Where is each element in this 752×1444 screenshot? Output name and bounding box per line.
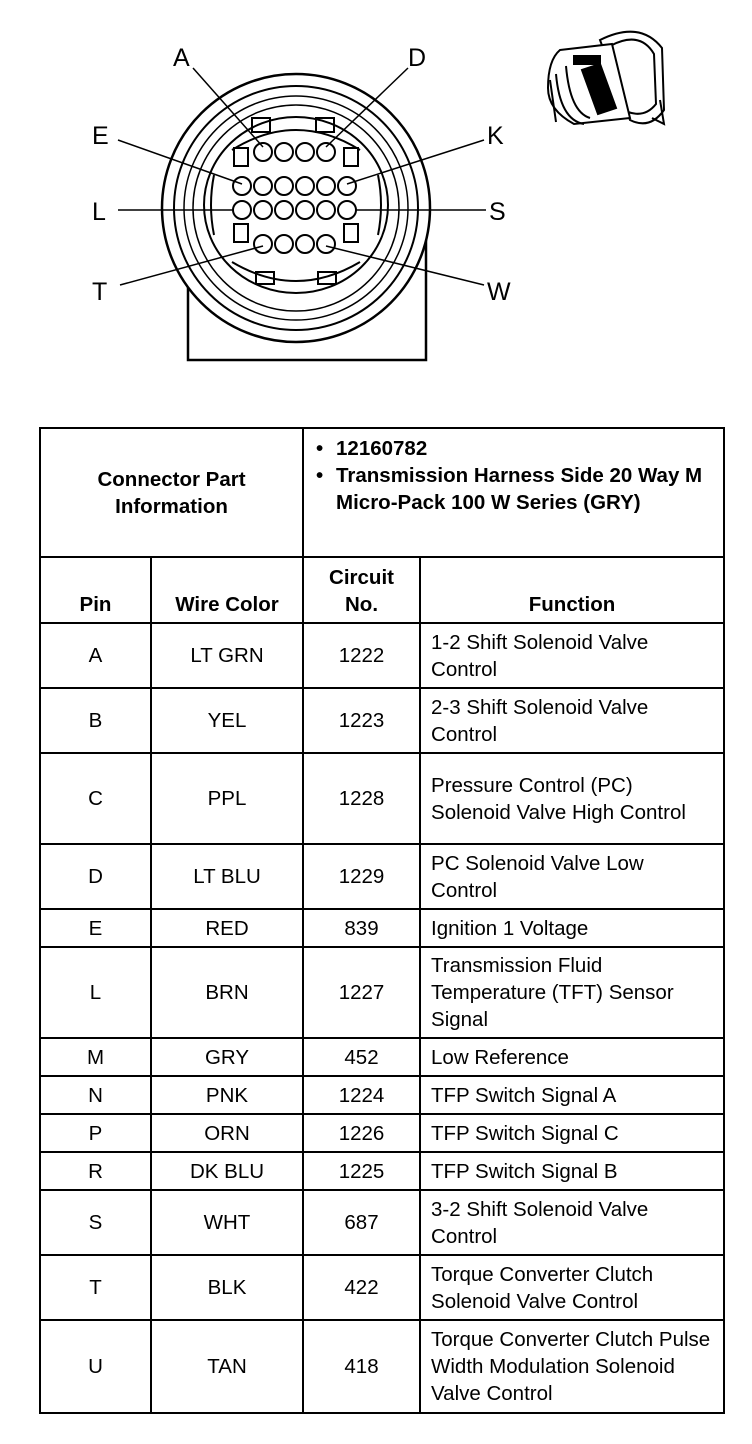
pin-cell: T: [40, 1255, 151, 1320]
function-cell: PC Solenoid Valve Low Control: [420, 844, 724, 909]
function-cell: 1-2 Shift Solenoid Valve Control: [420, 623, 724, 688]
function-cell: Torque Converter Clutch Pulse Width Modulation Solenoid Valve Control: [420, 1320, 724, 1413]
pin-cell: B: [40, 688, 151, 753]
circuit-no-cell: 1228: [303, 753, 420, 844]
table-row: [40, 909, 724, 947]
function-cell: Low Reference: [420, 1038, 724, 1076]
pin-cavity: [338, 201, 356, 219]
pin-cavity: [317, 177, 335, 195]
table-row: [40, 1114, 724, 1152]
wire-color-cell: LT BLU: [151, 844, 303, 909]
pin-cavity: [275, 201, 293, 219]
wire-color-cell: PPL: [151, 753, 303, 844]
circuit-no-cell: 1225: [303, 1152, 420, 1190]
circuit-no-cell: 1229: [303, 844, 420, 909]
pin-label-s: S: [489, 198, 506, 226]
connector-latch: [234, 224, 248, 242]
connector-info-heading: Connector Part Information: [40, 428, 303, 557]
column-header-circuit-no: Circuit No.: [303, 557, 420, 623]
connector-face-diagram: [0, 0, 752, 420]
pin-label-l: L: [92, 198, 106, 226]
table-row: [40, 947, 724, 1038]
circuit-no-cell: 1226: [303, 1114, 420, 1152]
table-row: [40, 1190, 724, 1255]
function-cell: 2-3 Shift Solenoid Valve Control: [420, 688, 724, 753]
pin-cavity: [296, 235, 314, 253]
connector-side-view: [548, 32, 664, 124]
wire-color-cell: WHT: [151, 1190, 303, 1255]
connector-latch: [234, 148, 248, 166]
circuit-no-cell: 418: [303, 1320, 420, 1413]
wire-color-cell: PNK: [151, 1076, 303, 1114]
pin-label-e: E: [92, 122, 109, 150]
column-header-row: [40, 557, 724, 623]
pin-cell: N: [40, 1076, 151, 1114]
pin-cavity: [233, 201, 251, 219]
table-row: [40, 753, 724, 844]
circuit-no-cell: 1222: [303, 623, 420, 688]
pin-cell: S: [40, 1190, 151, 1255]
circuit-no-cell: 1223: [303, 688, 420, 753]
connector-part-number: • 12160782: [336, 435, 713, 462]
function-cell: TFP Switch Signal A: [420, 1076, 724, 1114]
pin-cavity: [254, 235, 272, 253]
pin-cell: M: [40, 1038, 151, 1076]
pin-cavity: [275, 177, 293, 195]
table-row: [40, 1255, 724, 1320]
pin-cell: P: [40, 1114, 151, 1152]
pin-cavity: [296, 201, 314, 219]
pin-cavity: [338, 177, 356, 195]
pin-cavity: [296, 177, 314, 195]
pin-label-d: D: [408, 44, 427, 72]
wire-color-cell: BLK: [151, 1255, 303, 1320]
pin-cavity: [254, 177, 272, 195]
column-header-pin: Pin: [40, 557, 151, 623]
pin-cell: D: [40, 844, 151, 909]
pin-cell: A: [40, 623, 151, 688]
circuit-no-cell: 687: [303, 1190, 420, 1255]
pin-cavity: [275, 143, 293, 161]
table-row: [40, 623, 724, 688]
pin-cavity: [317, 201, 335, 219]
function-cell: Pressure Control (PC) Solenoid Valve High Control: [420, 753, 724, 844]
pin-cavity: [233, 177, 251, 195]
function-cell: 3-2 Shift Solenoid Valve Control: [420, 1190, 724, 1255]
pin-cavity: [275, 235, 293, 253]
circuit-no-cell: 839: [303, 909, 420, 947]
table-row: [40, 1076, 724, 1114]
pin-label-a: A: [173, 44, 190, 72]
pin-cell: R: [40, 1152, 151, 1190]
pin-cell: C: [40, 753, 151, 844]
pin-label-t: T: [92, 278, 108, 306]
table-row: [40, 1038, 724, 1076]
pin-cavity: [296, 143, 314, 161]
connector-table: [39, 427, 725, 1414]
wire-color-cell: LT GRN: [151, 623, 303, 688]
table-row: [40, 1320, 724, 1413]
pin-cell: E: [40, 909, 151, 947]
connector-description: • Transmission Harness Side 20 Way M Micro-Pack 100 W Series (GRY): [336, 462, 713, 516]
connector-inner-face: [204, 117, 388, 293]
connector-info-bullets: [303, 428, 724, 557]
wire-color-cell: TAN: [151, 1320, 303, 1413]
wire-color-cell: YEL: [151, 688, 303, 753]
function-cell: Ignition 1 Voltage: [420, 909, 724, 947]
connector-latch: [344, 148, 358, 166]
connector-info-row: [40, 428, 724, 557]
function-cell: TFP Switch Signal B: [420, 1152, 724, 1190]
table-row: [40, 688, 724, 753]
wire-color-cell: GRY: [151, 1038, 303, 1076]
wire-color-cell: DK BLU: [151, 1152, 303, 1190]
pin-cavity: [317, 235, 335, 253]
column-header-wire-color: Wire Color: [151, 557, 303, 623]
circuit-no-cell: 452: [303, 1038, 420, 1076]
wire-color-cell: ORN: [151, 1114, 303, 1152]
table-row: [40, 1152, 724, 1190]
circuit-no-cell: 1227: [303, 947, 420, 1038]
pin-cell: L: [40, 947, 151, 1038]
pin-cavity: [254, 143, 272, 161]
pin-label-k: K: [487, 122, 504, 150]
function-cell: Transmission Fluid Temperature (TFT) Sensor Signal: [420, 947, 724, 1038]
function-cell: Torque Converter Clutch Solenoid Valve Control: [420, 1255, 724, 1320]
circuit-no-cell: 422: [303, 1255, 420, 1320]
pin-cell: U: [40, 1320, 151, 1413]
wire-color-cell: RED: [151, 909, 303, 947]
pin-cavity: [317, 143, 335, 161]
wire-color-cell: BRN: [151, 947, 303, 1038]
circuit-no-cell: 1224: [303, 1076, 420, 1114]
pin-label-w: W: [487, 278, 511, 306]
function-cell: TFP Switch Signal C: [420, 1114, 724, 1152]
pin-cavity: [254, 201, 272, 219]
connector-latch: [344, 224, 358, 242]
table-row: [40, 844, 724, 909]
column-header-function: Function: [420, 557, 724, 623]
